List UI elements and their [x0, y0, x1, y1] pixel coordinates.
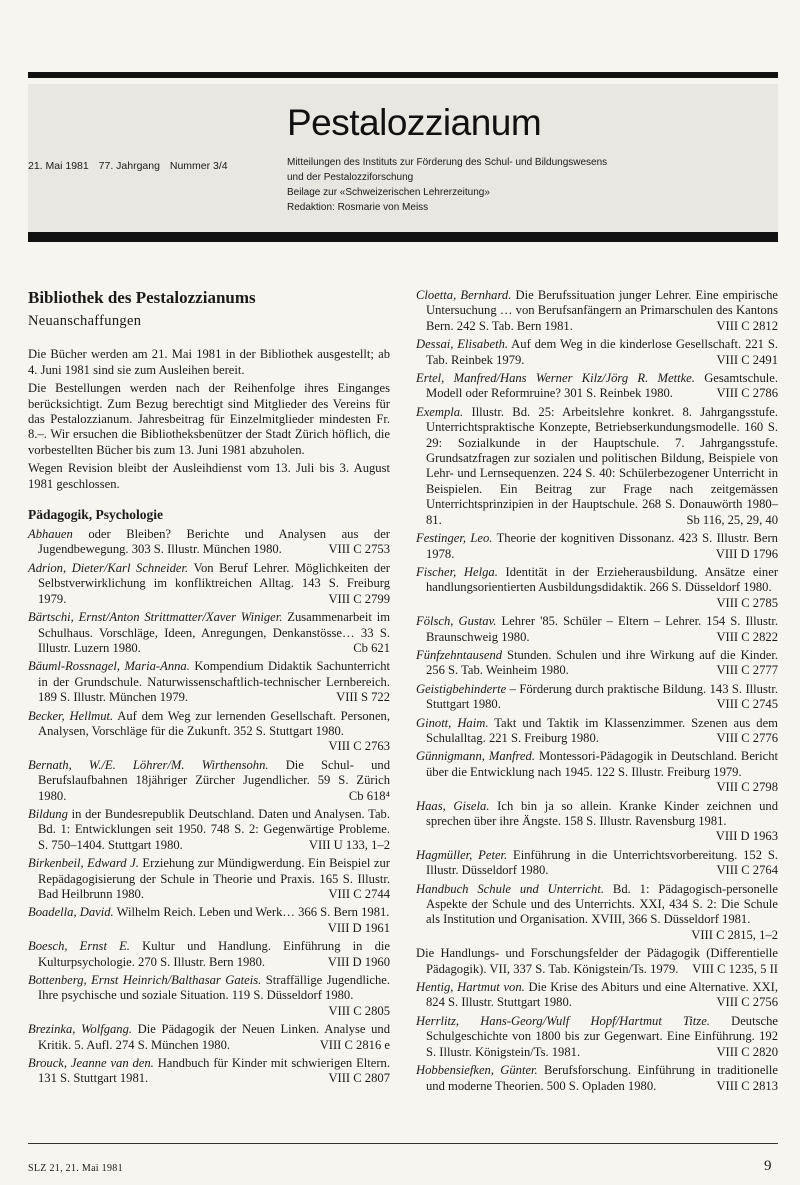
entry-author: Boadella, David.: [28, 905, 114, 920]
bibliography-entry: [416, 682, 778, 713]
entry-signature: Cb 618⁴: [348, 788, 390, 803]
entry-text: Wilhelm Reich. Leben und Werk… 366 S. Bern 1981.: [113, 905, 390, 920]
entry-author: Bottenberg, Ernst Heinrich/Balthasar Gateis.: [28, 973, 262, 988]
entry-signature: VIII C 2744: [328, 887, 390, 901]
section-subtitle: Neuanschaffungen: [28, 313, 142, 329]
section-title: Bibliothek des Pestalozzianums: [28, 288, 256, 307]
entry-text: Einführung in die Unterrichtsvorbereitung. 152 S. Illustr. Düsseldorf 1980.: [426, 847, 779, 878]
bibliography-entry: [28, 1056, 390, 1087]
entry-text: Handbuch für Kinder mit schwierigen Eltern. 131 S. Stuttgart 1981.: [38, 1056, 390, 1086]
entry-text: Auf dem Weg in die kinderlose Gesellschaft. 221 S. Tab. Reinbek 1979.: [426, 337, 778, 367]
entry-text: Kultur und Handlung. Einführung in die Kulturpsychologie. 270 S. Illustr. Bern 1980.: [38, 939, 390, 969]
bibliography-entry: [416, 531, 778, 562]
masthead-line: Beilage zur «Schweizerischen Lehrerzeitung»: [287, 187, 490, 198]
bibliography-entry: [28, 1022, 390, 1053]
masthead-title: Pestalozzianum: [287, 102, 542, 143]
entry-text: Takt und Taktik im Klassenzimmer. Szenen aus dem Schulalltag. 221 S. Freiburg 1980.: [426, 715, 778, 745]
entry-text: Kompendium Didaktik Sachunterricht in der Grundschule. Naturwissenschaftlich-technischer Lernbereich. 189 S. Illustr. München 1979.: [38, 659, 390, 705]
entry-author: Festinger, Leo.: [416, 531, 493, 546]
entry-signature: VIII C 2820: [716, 1044, 778, 1059]
entry-signature: VIII C 2799: [328, 591, 390, 606]
entry-text: Theorie der kognitiven Dissonanz. 423 S. Illustr. Bern 1978.: [426, 531, 778, 561]
bibliography-entry: [416, 946, 778, 977]
issue-date: 21. Mai 1981: [28, 160, 89, 172]
entry-signature: VIII C 1235, 5 II: [692, 961, 778, 976]
bibliography-entry: [28, 659, 390, 705]
footer-citation: SLZ 21, 21. Mai 1981: [28, 1163, 123, 1174]
entry-author: Fischer, Helga.: [416, 564, 498, 579]
entry-author: Hentig, Hartmut von.: [416, 980, 525, 995]
masthead-line: Redaktion: Rosmarie von Meiss: [287, 202, 429, 213]
entry-author: Hobbensiefken, Günter.: [416, 1063, 538, 1078]
entry-signature: VIII C 2776: [716, 730, 778, 745]
entry-text: Gesamtschule. Modell oder Reformruine? 301 S. Reinbek 1980.: [426, 371, 778, 401]
bibliography-entry: [416, 565, 778, 611]
entry-text: Erziehung zur Mündigwerdung. Ein Beispiel zur Repädagogisierung der Schule in Theorie und Praxis. 165 S. Illustr. Bad Heilbrunn 1980.: [38, 856, 390, 901]
entry-signature: VIII C 2813: [716, 1078, 778, 1093]
entry-author: Haas, Gisela.: [416, 798, 490, 813]
entry-signature: VIII C 2816 e: [319, 1037, 390, 1052]
bibliography-list-left: [28, 527, 390, 1087]
entry-text: Ich bin ja so allein. Kranke Kinder zeichnen und sprechen über ihre Ängste. 158 S. Illustr. Ravensburg 1981.: [426, 798, 778, 828]
entry-author: Adrion, Dieter/Karl Schneider.: [28, 560, 189, 575]
entry-text: Identität in der Erzieherausbildung. Ansätze einer handlungsorientierten Ausbildungsdidaktik. 266 S. Düsseldorf 1980.: [426, 564, 779, 595]
entry-author: Bäuml-Rossnagel, Maria-Anna.: [28, 659, 190, 674]
bibliography-list-right: [416, 288, 778, 1094]
intro-paragraph: Die Bestellungen werden nach der Reihenfolge ihres Einganges berücksichtigt. Zum Bezug berechtigt sind Mitglieder des Vereins für das Pestalozzianum. Jahresbeitrag für Einzelmitglieder mindesten Fr. 8.–. Wir ersuchen die Bibliotheksbenützer der Stadt Zürich höflich, die vorbestellten Bücher bis zum 13. Juni 1981 abzuholen.: [28, 381, 390, 457]
entry-author: Exempla.: [416, 404, 464, 419]
entry-signature: VIII C 2764: [716, 863, 778, 878]
entry-text: Zusammenarbeit im Schulhaus. Vorschläge, Ideen, Anregungen, Denkanstösse… 33 S. Illustr. Luzern 1980.: [38, 610, 390, 655]
bibliography-entry: [416, 648, 778, 679]
masthead-line: Mitteilungen des Instituts zur Förderung des Schul- und Bildungswesens: [287, 157, 608, 168]
bibliography-entry: [416, 405, 778, 528]
bibliography-entry: [416, 716, 778, 747]
bibliography-entry: [416, 1063, 778, 1094]
entry-text: Die Berufssituation junger Lehrer. Eine empirische Untersuchung … von Berufsanfängern an Primarschulen des Kantons Bern. 242 S. Tab. Bern 1981.: [426, 288, 778, 333]
entry-signature: VIII C 2786: [716, 386, 778, 401]
issue-number: Nummer 3/4: [169, 160, 228, 172]
entry-author: Hagmüller, Peter.: [416, 847, 508, 862]
bibliography-entry: [416, 614, 778, 645]
entry-signature: VIII C 2815, 1–2: [691, 927, 778, 942]
entry-author: Boesch, Ernst E.: [28, 939, 130, 954]
top-rule: [28, 72, 778, 78]
bibliography-entry: [28, 973, 390, 1019]
entry-signature: VIII S 722: [336, 690, 390, 705]
entry-author: Brezinka, Wolfgang.: [28, 1022, 133, 1037]
entry-text: Deutsche Schulgeschichte von 1800 bis zur Gegenwart. Eine Einführung. 192 S. Illustr. Königstein/Ts. 1981.: [426, 1013, 778, 1059]
bibliography-entry: [28, 939, 390, 970]
entry-text: Lehrer '85. Schüler – Eltern – Lehrer. 154 S. Illustr. Braunschweig 1980.: [426, 614, 778, 644]
entry-text: Die Handlungs- und Forschungsfelder der Pädagogik (Differentielle Pädagogik). VII, 337 S. Tab. Königstein/Ts. 1979.: [416, 946, 778, 976]
entry-text: Die Schul- und Berufslaufbahnen 18jähriger Zürcher Jugendlicher. 59 S. Zürich 1980.: [38, 757, 390, 803]
bibliography-entry: [28, 610, 390, 656]
entry-text: Bd. 1: Pädagogisch-personelle Aspekte der Schule und des Unterrichts. XXI, 434 S. 2: Die Schule als Institution und Organisation. XVIII, 366 S. Düsseldorf 1981.: [426, 881, 778, 927]
bibliography-entry: [416, 882, 778, 944]
bibliography-entry: [28, 905, 390, 936]
masthead-description: [287, 155, 607, 215]
entry-author: Brouck, Jeanne van den.: [28, 1056, 154, 1071]
entry-author: Ertel, Manfred/Hans Werner Kilz/Jörg R. Mettke.: [416, 371, 695, 386]
entry-text: Die Krise des Abiturs und eine Alternative. XXI, 824 S. Illustr. Stuttgart 1980.: [426, 980, 778, 1010]
category-heading: Pädagogik, Psychologie: [28, 507, 164, 523]
bibliography-entry: [416, 980, 778, 1011]
bibliography-entry: [28, 561, 390, 607]
entry-author: Becker, Hellmut.: [28, 708, 114, 723]
entry-author: Bildung: [28, 806, 68, 821]
left-column: [28, 288, 390, 1090]
bibliography-entry: [416, 848, 778, 879]
entry-text: in der Bundesrepublik Deutschland. Daten und Analysen. Tab. Bd. 1: Entwicklungen seit 1950. 748 S. 2: Gegenwärtige Probleme. S. 750–1404. Stuttgart 1980.: [38, 806, 390, 852]
entry-signature: VIII D 1796: [715, 546, 778, 561]
entry-text: Straffällige Jugendliche. Ihre psychische und soziale Situation. 119 S. Düsseldorf 1980.: [38, 973, 390, 1003]
entry-text: oder Bleiben? Berichte und Analysen aus der Jugendbewegung. 303 S. Illustr. München 1980.: [38, 527, 390, 557]
entry-signature: VIII D 1961: [327, 920, 390, 935]
entry-signature: VIII C 2745: [716, 697, 778, 712]
entry-signature: Sb 116, 25, 29, 40: [686, 512, 778, 527]
entry-author: Abhauen: [28, 527, 73, 542]
issue-volume: 77. Jahrgang: [98, 160, 160, 172]
issue-info: [28, 160, 235, 172]
entry-author: Herrlitz, Hans-Georg/Wulf Hopf/Hartmut Titze.: [416, 1013, 710, 1028]
masthead-line: und der Pestalozziforschung: [287, 172, 414, 183]
page-number: 9: [764, 1158, 772, 1174]
right-column: [416, 288, 778, 1097]
entry-author: Bärtschi, Ernst/Anton Strittmatter/Xaver Winiger.: [28, 610, 283, 625]
entry-signature: VIII C 2756: [716, 995, 778, 1010]
entry-text: Illustr. Bd. 25: Arbeitslehre konkret. 8. Jahrgangsstufe. Unterrichtspraktische Konzepte, Betriebserkundungsmodelle. 160 S. 29: Sozialkunde in der Hauptschule. 7. Jahrgangsstufe. Grundsatzfragen zur sozialen und politischen Bildung, Beispiele von Lehr- und Lernsequenzen. 224 S. 40: Schülerbezogener Unterricht in Beispielen. Ein Beitrag zur Frage nach zeitgemässen Unterrichtsprinzipien in der Hauptschule. 268 S. Donauwörth 1980–81.: [426, 404, 778, 527]
bibliography-entry: [416, 371, 778, 402]
entry-signature: VIII C 2822: [716, 629, 778, 644]
bibliography-entry: [28, 758, 390, 804]
bibliography-entry: [28, 807, 390, 853]
entry-signature: VIII C 2491: [716, 352, 778, 367]
entry-author: Handbuch Schule und Unterricht.: [416, 881, 604, 896]
entry-author: Ginott, Haim.: [416, 715, 489, 730]
entry-signature: VIII C 2777: [716, 663, 778, 678]
entry-author: Birkenbeil, Edward J.: [28, 856, 139, 871]
entry-signature: VIII C 2753: [328, 542, 390, 557]
entry-text: Von Beruf Lehrer. Möglichkeiten der Selbstverwirklichung im konfliktreichen Alltag. 143 S. Freiburg 1979.: [38, 560, 390, 606]
entry-author: Geistigbehinderte: [416, 681, 507, 696]
bibliography-entry: [28, 709, 390, 755]
entry-text: Die Pädagogik der Neuen Linken. Analyse und Kritik. 5. Aufl. 274 S. München 1980.: [38, 1022, 391, 1052]
bibliography-entry: [28, 527, 390, 558]
entry-author: Fölsch, Gustav.: [416, 614, 497, 629]
entry-signature: VIII D 1963: [715, 829, 778, 844]
entry-signature: VIII C 2805: [328, 1003, 390, 1018]
bibliography-entry: [416, 288, 778, 334]
bibliography-entry: [28, 856, 390, 902]
entry-text: Berufsforschung. Einführung in traditionelle und moderne Theorien. 500 S. Opladen 1980.: [426, 1063, 778, 1093]
entry-signature: VIII C 2785: [716, 595, 778, 610]
masthead-bottom-rule: [28, 232, 778, 242]
intro-paragraph: Die Bücher werden am 21. Mai 1981 in der Bibliothek ausgestellt; ab 4. Juni 1981 sind sie zum Ausleihen bereit.: [28, 347, 390, 377]
entry-signature: VIII C 2812: [716, 318, 778, 333]
entry-author: Bernath, W./E. Löhrer/M. Wirthensohn.: [28, 757, 269, 772]
bibliography-entry: [416, 337, 778, 368]
entry-signature: VIII C 2807: [328, 1071, 390, 1086]
entry-signature: VIII C 2763: [328, 739, 390, 754]
entry-author: Fünfzehntausend: [416, 647, 503, 662]
entry-author: Dessai, Elisabeth.: [416, 337, 509, 352]
entry-text: Stunden. Schulen und ihre Wirkung auf die Kinder. 256 S. Tab. Weinheim 1980.: [426, 647, 778, 678]
entry-signature: Cb 621: [353, 640, 390, 655]
entry-author: Günnigmann, Manfred.: [416, 749, 535, 764]
bibliography-entry: [416, 1014, 778, 1060]
entry-signature: VIII D 1960: [327, 954, 390, 969]
footer-rule: [28, 1143, 778, 1144]
entry-text: – Förderung durch praktische Bildung. 143 S. Illustr. Stuttgart 1980.: [426, 681, 778, 712]
entry-signature: VIII C 2798: [716, 780, 778, 795]
entry-author: Cloetta, Bernhard.: [416, 288, 512, 302]
bibliography-entry: [416, 799, 778, 845]
entry-text: Auf dem Weg zur lernenden Gesellschaft. Personen, Analysen, Vorschläge für die Zukunft. 352 S. Stuttgart 1980.: [38, 708, 390, 738]
intro-paragraph: Wegen Revision bleibt der Ausleihdienst vom 13. Juli bis 3. August 1981 geschlossen.: [28, 461, 390, 491]
entry-text: Montessori-Pädagogik in Deutschland. Bericht über die Entwicklung nach 1945. 122 S. Illustr. Freiburg 1979.: [426, 749, 778, 779]
entry-signature: VIII U 133, 1–2: [308, 837, 390, 852]
bibliography-entry: [416, 749, 778, 795]
